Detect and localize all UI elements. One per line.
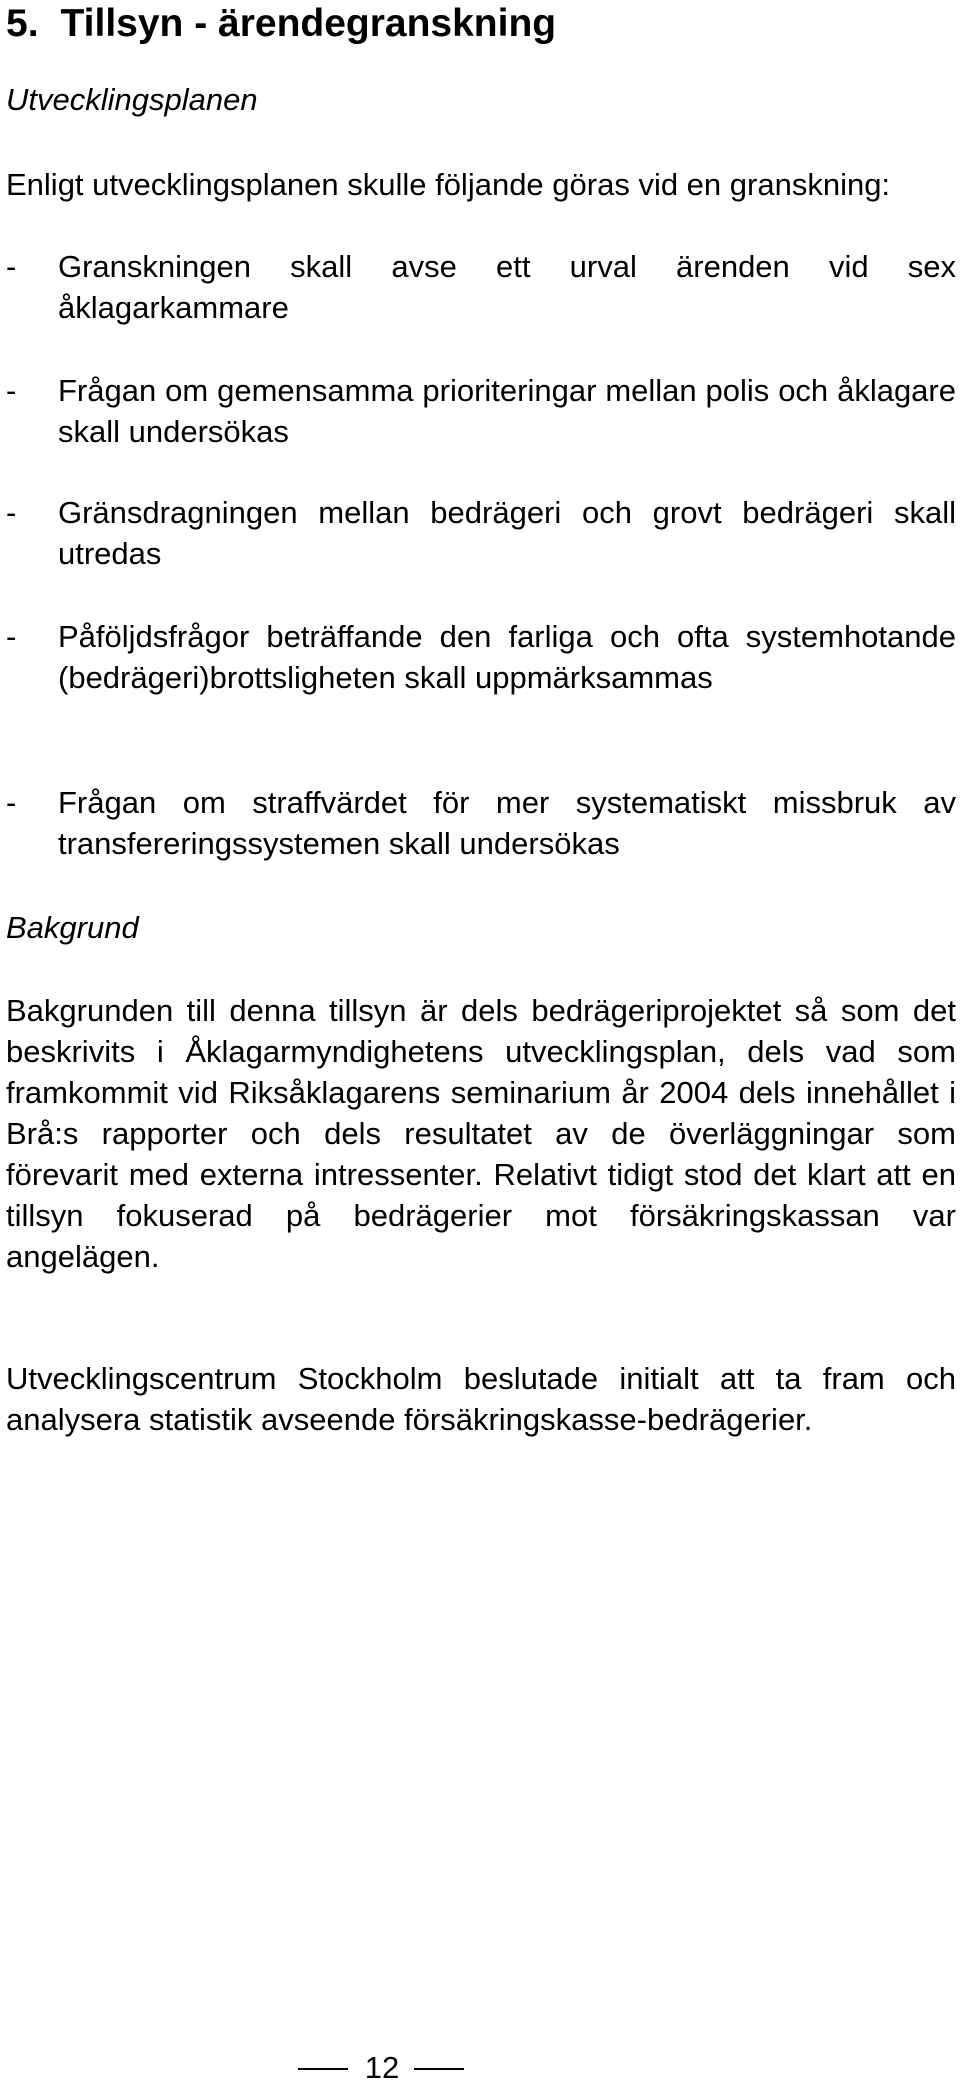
list-item-text: Frågan om gemensamma prioriteringar mellan polis och åklagare skall undersökas [58, 373, 956, 449]
footer-rule-left [298, 2068, 348, 2070]
list-item [6, 492, 956, 574]
section-title: Tillsyn - ärendegranskning [60, 2, 557, 45]
list-item-text: Gränsdragningen mellan bedrägeri och grovt bedrägeri skall utredas [58, 495, 956, 571]
section-number: 5. [6, 2, 39, 45]
list-dash: - [6, 495, 17, 530]
page-footer [298, 2048, 458, 2088]
list-item [6, 782, 956, 864]
section-heading [6, 2, 556, 46]
list-dash: - [6, 619, 17, 654]
list-item [6, 246, 956, 328]
list-item [6, 370, 956, 452]
page-number: 12 [364, 2050, 400, 2085]
subheading-utvecklingsplanen: Utvecklingsplanen [6, 82, 258, 117]
bakgrund-paragraph-2: Utvecklingscentrum Stockholm beslutade initialt att ta fram och analysera statistik avseende försäkringskasse-bedrägerier. [6, 1361, 956, 1437]
list-item-text: Granskningen skall avse ett urval ärenden vid sex åklagarkammare [58, 249, 956, 325]
intro-paragraph: Enligt utvecklingsplanen skulle följande göras vid en granskning: [6, 167, 891, 202]
footer-rule-right [414, 2068, 464, 2070]
list-item-text: Frågan om straffvärdet för mer systematiskt missbruk av transfereringssystemen skall undersökas [58, 785, 956, 861]
list-dash: - [6, 373, 17, 408]
list-item-text: Påföljdsfrågor beträffande den farliga och ofta systemhotande (bedrägeri)brottsligheten skall uppmärksammas [58, 619, 956, 695]
list-dash: - [6, 249, 17, 284]
subheading-bakgrund: Bakgrund [6, 910, 139, 945]
bakgrund-paragraph-1: Bakgrunden till denna tillsyn är dels bedrägeriprojektet så som det beskrivits i Åklagarmyndighetens utvecklingsplan, dels vad som framkommit vid Riksåklagarens seminarium år 2004 dels innehållet i Brå:s rapporter och dels resultatet av de överläggningar som förevarit med externa intressenter. Relativt tidigt stod det klart att en tillsyn fokuserad på bedrägerier mot försäkringskassan var angelägen. [6, 993, 956, 1274]
list-dash: - [6, 785, 17, 820]
list-item [6, 616, 956, 698]
